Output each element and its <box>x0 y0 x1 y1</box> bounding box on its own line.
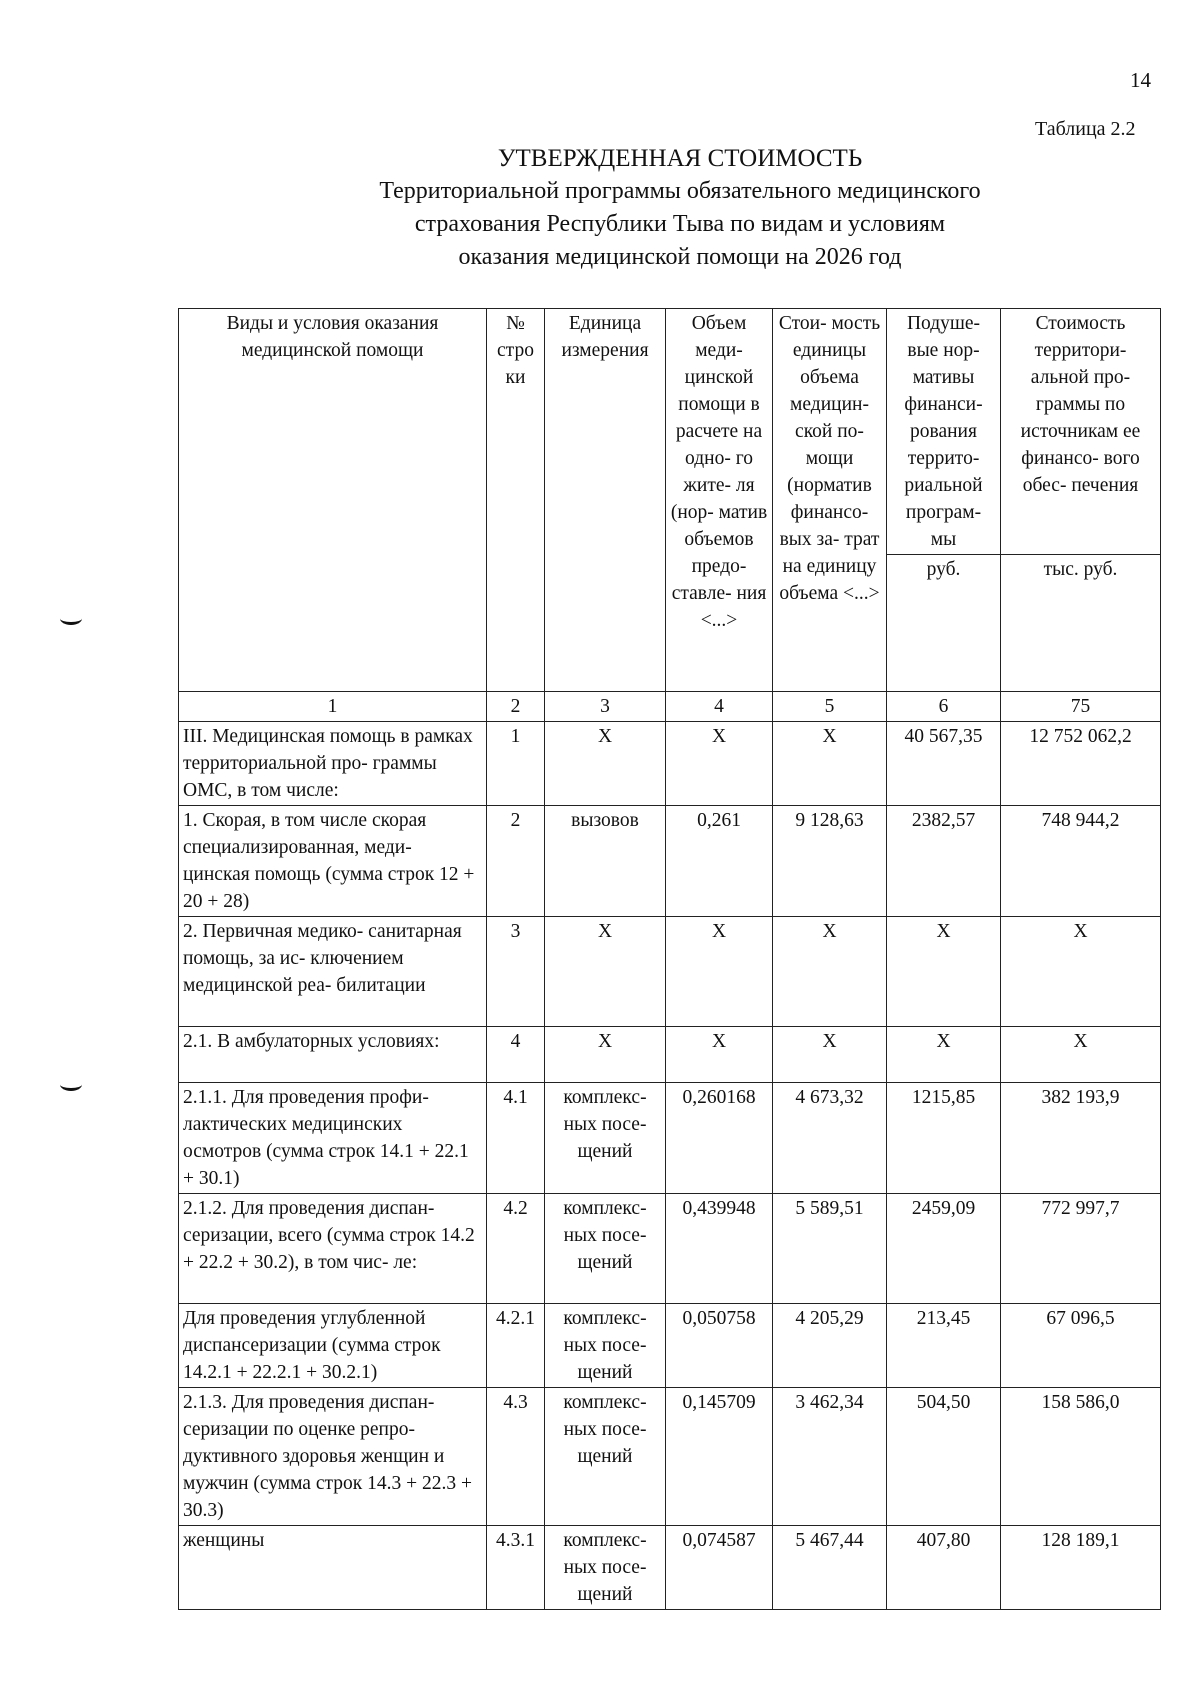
document-title: УТВЕРЖДЕННАЯ СТОИМОСТЬ <box>497 145 863 172</box>
row-per-capita: 2459,09 <box>887 1194 1001 1304</box>
table-row <box>179 1083 1161 1194</box>
row-unit: X <box>545 917 666 1027</box>
row-per-capita: 1215,85 <box>887 1083 1001 1194</box>
row-name: 2.1. В амбулаторных условиях: <box>179 1027 487 1083</box>
column-number: 6 <box>887 692 1001 722</box>
document-subtitle-line-3: оказания медицинской помощи на 2026 год <box>458 244 902 270</box>
page-number: 14 <box>1130 68 1151 92</box>
row-name: Для проведения углубленной диспансеризации (сумма строк 14.2.1 + 22.2.1 + 30.2.1) <box>179 1304 487 1388</box>
cost-table <box>178 308 1161 1610</box>
column-number: 5 <box>773 692 887 722</box>
header-unit-cost: Стои- мость единицы объема медицин- ской по- мощи (норматив финансо- вых за- трат на единицу объема <...> <box>773 309 887 692</box>
row-unit-cost: X <box>773 722 887 806</box>
row-unit: комплекс- ных посе- щений <box>545 1083 666 1194</box>
table-label: Таблица 2.2 <box>1035 118 1136 140</box>
row-total-cost: 12 752 062,2 <box>1001 722 1161 806</box>
row-per-capita: X <box>887 917 1001 1027</box>
row-unit-cost: 4 673,32 <box>773 1083 887 1194</box>
row-number: 3 <box>487 917 545 1027</box>
row-unit: комплекс- ных посе- щений <box>545 1388 666 1526</box>
header-row <box>179 309 1161 555</box>
header-unit: Единица измерения <box>545 309 666 692</box>
row-total-cost: 382 193,9 <box>1001 1083 1161 1194</box>
row-unit-cost: 5 467,44 <box>773 1526 887 1610</box>
row-name: III. Медицинская помощь в рамках территориальной про- граммы ОМС, в том числе: <box>179 722 487 806</box>
table-row <box>179 722 1161 806</box>
row-volume: X <box>666 1027 773 1083</box>
row-volume: 0,050758 <box>666 1304 773 1388</box>
column-number: 75 <box>1001 692 1161 722</box>
row-per-capita: 2382,57 <box>887 806 1001 917</box>
row-unit: комплекс- ных посе- щений <box>545 1526 666 1610</box>
row-number: 2 <box>487 806 545 917</box>
header-volume: Объем меди- цинской помощи в расчете на одно- го жите- ля (нор- матив объемов предо- ставле- ния <...> <box>666 309 773 692</box>
column-number: 4 <box>666 692 773 722</box>
row-name: женщины <box>179 1526 487 1610</box>
row-volume: 0,439948 <box>666 1194 773 1304</box>
scan-hole-mark <box>60 612 82 625</box>
row-volume: X <box>666 722 773 806</box>
row-number: 1 <box>487 722 545 806</box>
scan-hole-mark <box>60 1078 82 1091</box>
row-unit: X <box>545 1027 666 1083</box>
column-number: 2 <box>487 692 545 722</box>
row-total-cost: 772 997,7 <box>1001 1194 1161 1304</box>
row-unit-cost: 4 205,29 <box>773 1304 887 1388</box>
row-total-cost: 67 096,5 <box>1001 1304 1161 1388</box>
row-total-cost: 128 189,1 <box>1001 1526 1161 1610</box>
row-unit: комплекс- ных посе- щений <box>545 1194 666 1304</box>
row-name: 1. Скорая, в том числе скорая специализированная, меди- цинская помощь (сумма строк 12 + 20 + 28) <box>179 806 487 917</box>
column-numbers-row <box>179 692 1161 722</box>
row-number: 4.2 <box>487 1194 545 1304</box>
table-row <box>179 806 1161 917</box>
row-per-capita: 407,80 <box>887 1526 1001 1610</box>
row-per-capita: 40 567,35 <box>887 722 1001 806</box>
row-volume: 0,260168 <box>666 1083 773 1194</box>
header-row-number: № стро ки <box>487 309 545 692</box>
header-total-unit: тыс. руб. <box>1001 555 1161 692</box>
row-total-cost: X <box>1001 917 1161 1027</box>
row-volume: X <box>666 917 773 1027</box>
document-subtitle-line-2: страхования Республики Тыва по видам и условиям <box>414 211 946 237</box>
row-total-cost: X <box>1001 1027 1161 1083</box>
row-unit-cost: 3 462,34 <box>773 1388 887 1526</box>
row-unit: X <box>545 722 666 806</box>
row-name: 2.1.2. Для проведения диспан- серизации, всего (сумма строк 14.2 + 22.2 + 30.2), в том чис- ле: <box>179 1194 487 1304</box>
row-number: 4.3.1 <box>487 1526 545 1610</box>
row-volume: 0,145709 <box>666 1388 773 1526</box>
document-subtitle-line-1: Территориальной программы обязательного медицинского <box>379 178 981 204</box>
table-row <box>179 1304 1161 1388</box>
row-volume: 0,074587 <box>666 1526 773 1610</box>
header-total-cost: Стоимость территори- альной про- граммы по источникам ее финансо- вого обес- печения <box>1001 309 1161 555</box>
row-name: 2.1.1. Для проведения профи- лактических медицинских осмотров (сумма строк 14.1 + 22.1 + 30.1) <box>179 1083 487 1194</box>
row-total-cost: 158 586,0 <box>1001 1388 1161 1526</box>
row-number: 4.1 <box>487 1083 545 1194</box>
row-unit: вызовов <box>545 806 666 917</box>
header-per-capita: Подуше- вые нор- мативы финанси- рования террито- риальной програм- мы <box>887 309 1001 555</box>
table-row <box>179 1027 1161 1083</box>
table-row <box>179 1526 1161 1610</box>
row-name: 2. Первичная медико- санитарная помощь, за ис- ключением медицинской реа- билитации <box>179 917 487 1027</box>
row-unit-cost: 5 589,51 <box>773 1194 887 1304</box>
row-unit-cost: X <box>773 917 887 1027</box>
row-unit-cost: 9 128,63 <box>773 806 887 917</box>
row-volume: 0,261 <box>666 806 773 917</box>
document-heading <box>150 142 1200 274</box>
row-unit: комплекс- ных посе- щений <box>545 1304 666 1388</box>
row-per-capita: 213,45 <box>887 1304 1001 1388</box>
row-per-capita: X <box>887 1027 1001 1083</box>
header-kind: Виды и условия оказания медицинской помощи <box>179 309 487 692</box>
row-total-cost: 748 944,2 <box>1001 806 1161 917</box>
row-per-capita: 504,50 <box>887 1388 1001 1526</box>
column-number: 3 <box>545 692 666 722</box>
table-row <box>179 917 1161 1027</box>
column-number: 1 <box>179 692 487 722</box>
row-name: 2.1.3. Для проведения диспан- серизации по оценке репро- дуктивного здоровья женщин и мужчин (сумма строк 14.3 + 22.3 + 30.3) <box>179 1388 487 1526</box>
table-row <box>179 1194 1161 1304</box>
row-number: 4 <box>487 1027 545 1083</box>
row-number: 4.2.1 <box>487 1304 545 1388</box>
row-unit-cost: X <box>773 1027 887 1083</box>
table-row <box>179 1388 1161 1526</box>
row-number: 4.3 <box>487 1388 545 1526</box>
header-per-capita-unit: руб. <box>887 555 1001 692</box>
